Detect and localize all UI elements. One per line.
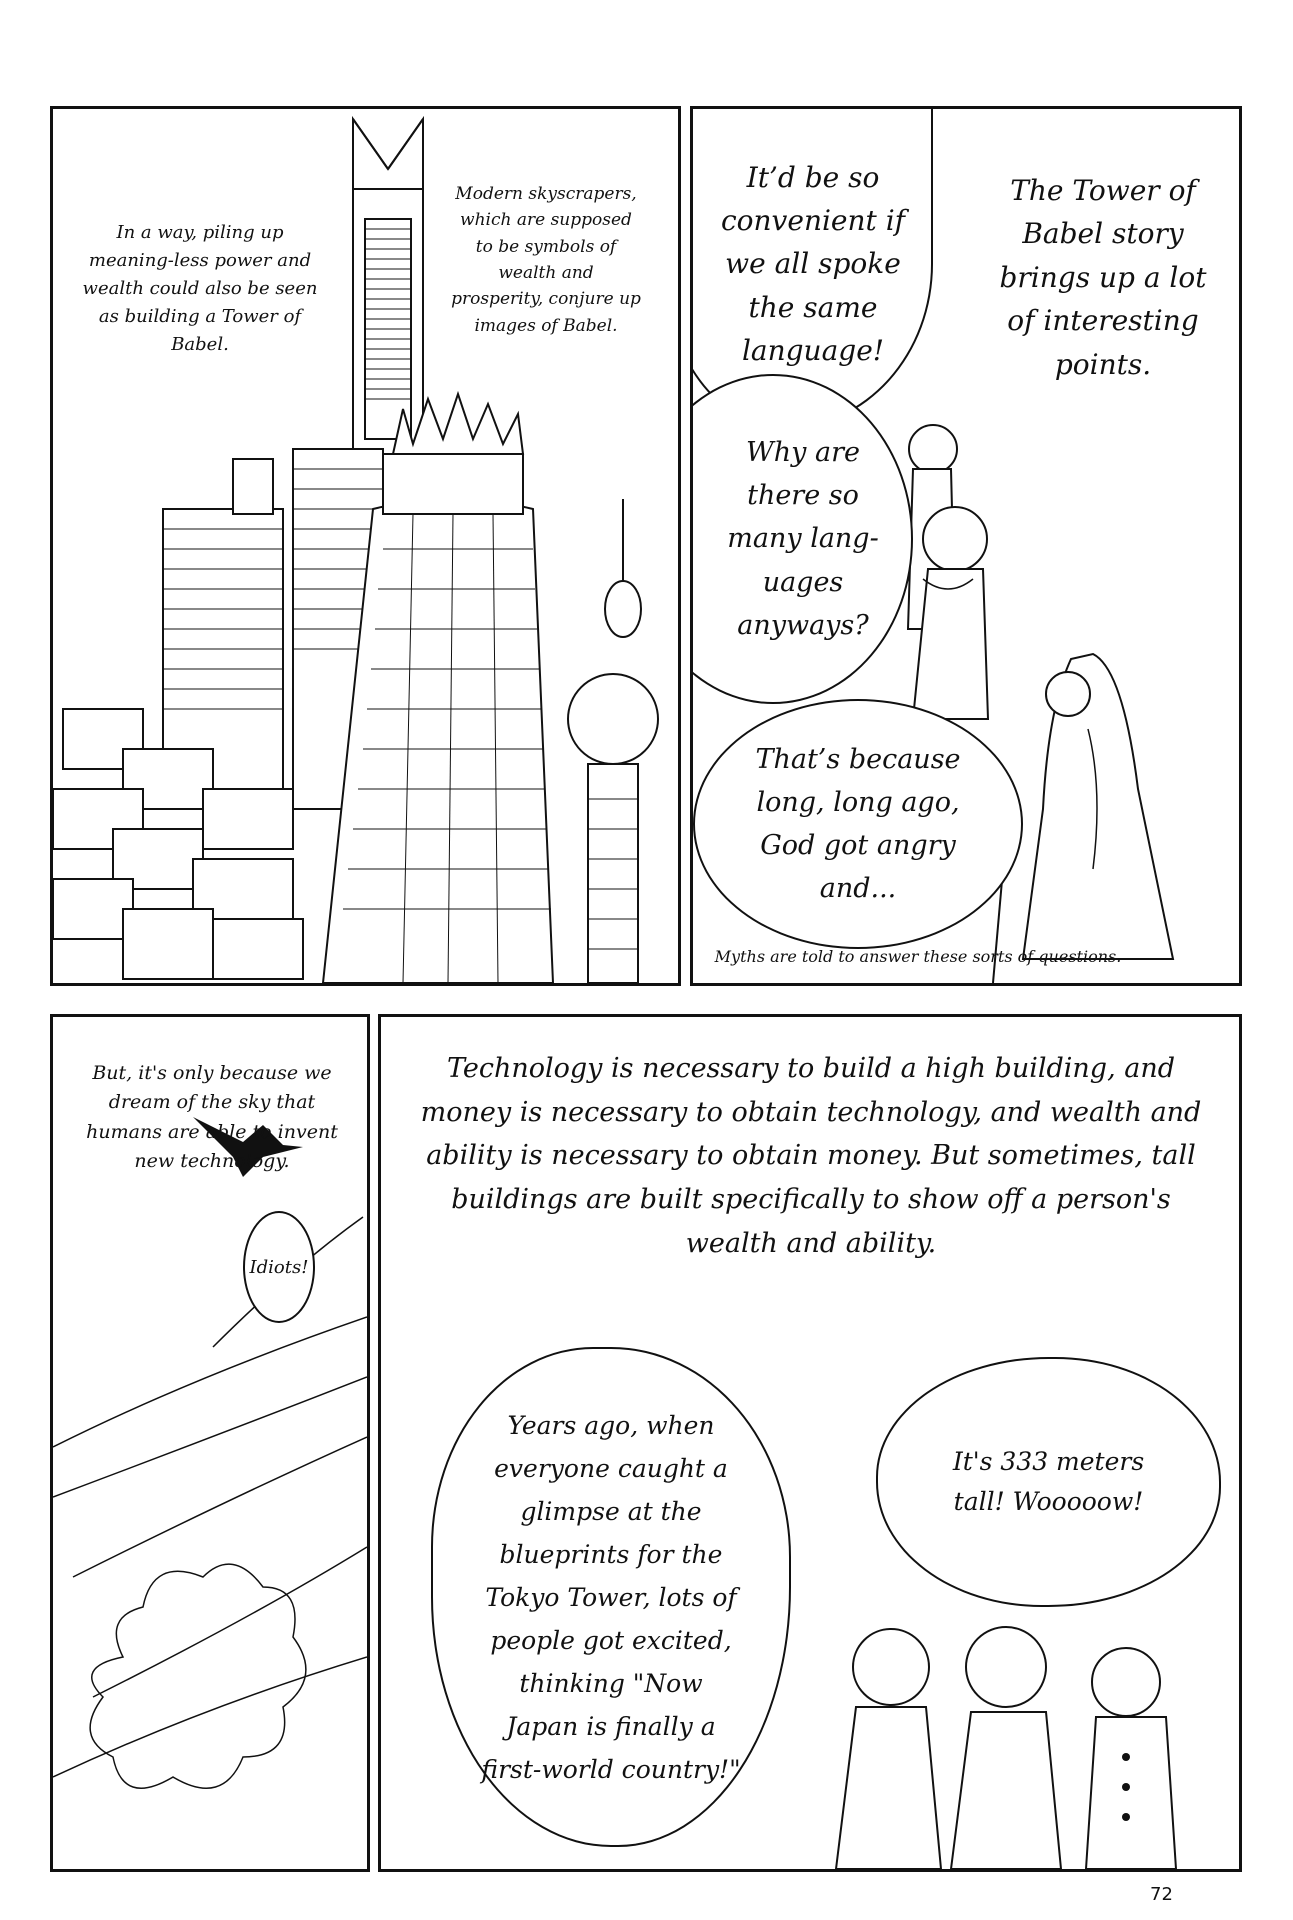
page-number: 72: [1150, 1884, 1173, 1905]
speech-text-333-meters: It's 333 meters tall! Wooooow!: [952, 1447, 1145, 1516]
speech-bubble-tokyo-blueprints: [431, 1347, 791, 1847]
caption-tower-babel-story: The Tower of Babel story brings up a lot of interesting points.: [999, 174, 1207, 381]
caption-myths: Myths are told to answer these sorts of questions.: [714, 947, 1122, 966]
speech-text-convenient: It’d be so convenient if we all spoke the same language!: [720, 160, 906, 368]
speech-text-why-languages: Why are there so many lang-uages anyways?: [727, 437, 879, 641]
speech-text-because: That’s because long, long ago, God got angry and...: [755, 743, 961, 905]
caption-dream-sky: But, it's only because we dream of the sky that humans are able to invent new technology.: [86, 1062, 338, 1173]
speech-bubble-333-meters: [876, 1357, 1221, 1607]
speech-bubble-because: [693, 699, 1023, 949]
caption-modern-skyscrapers: Modern skyscrapers, which are supposed to be symbols of wealth and prosperity, conjure up images of Babel.: [451, 184, 641, 336]
caption-technology-money: Technology is necessary to build a high building, and money is necessary to obtain technology, and wealth and ability is necessary to obtain money. But sometimes, tall buildings are built specifically to show off a person's wealth and ability.: [420, 1053, 1202, 1259]
panel-tokyo-tower: [378, 1014, 1242, 1872]
speech-text-tokyo-blueprints: Years ago, when everyone caught a glimpse at the blueprints for the Tokyo Tower, lots of people got excited, thinking "Now Japan is finally a first-world country!": [481, 1410, 741, 1784]
speech-text-idiots: Idiots!: [249, 1256, 309, 1278]
panel-skyscrapers: [50, 106, 681, 986]
panel-sky-dream: [50, 1014, 370, 1872]
speech-bubble-idiots: [243, 1211, 315, 1323]
panel-babel-myth: [690, 106, 1242, 986]
caption-power-wealth: In a way, piling up meaning-less power and wealth could also be seen as building a Tower of Babel.: [82, 222, 318, 355]
